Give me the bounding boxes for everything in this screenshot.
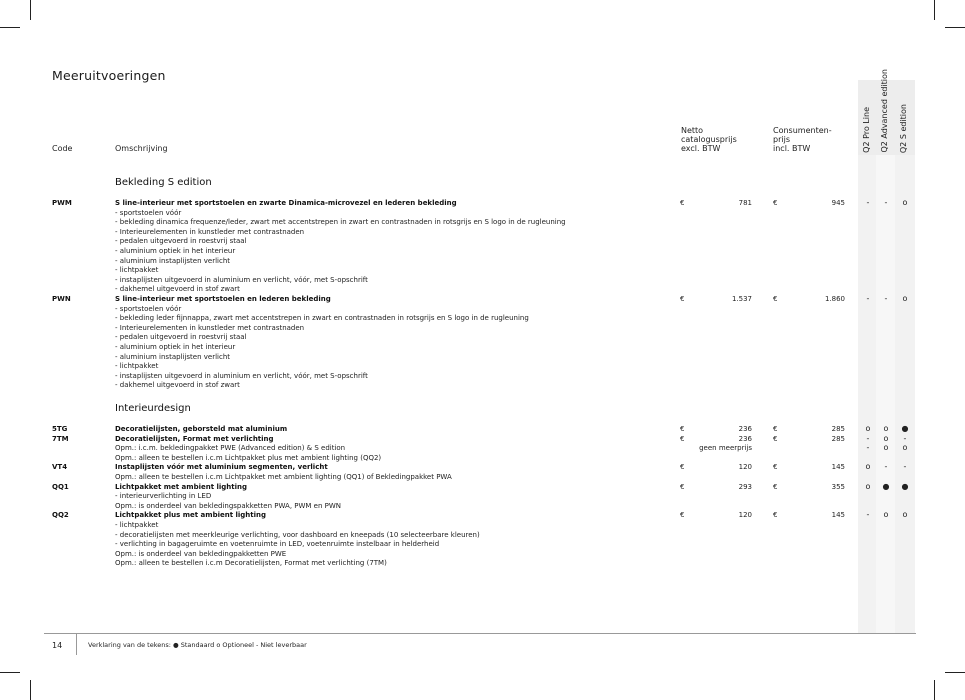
currency-symbol: € [773, 463, 778, 472]
option-code: 5TG [52, 425, 68, 433]
net-price: 236 [738, 434, 752, 443]
availability-mark: - [866, 294, 870, 303]
availability-mark: - [903, 433, 907, 443]
consumer-price: 285 [831, 434, 845, 443]
availability-mark: o [883, 424, 889, 433]
availability-mark: o [902, 510, 908, 520]
option-detail: - lichtpakket [115, 362, 159, 371]
net-price: 120 [738, 511, 752, 520]
option-detail: Opm.: alleen te bestellen i.c.m Decoratielijsten, Format met verlichting (7TM) [115, 559, 387, 568]
currency-symbol: € [680, 199, 685, 207]
page-number: 14 [52, 641, 63, 650]
legend: Verklaring van de tekens: ● Standaard o Optioneel - Niet leverbaar [88, 641, 307, 649]
option-detail: - aluminium instaplijsten verlicht [115, 256, 230, 265]
currency-symbol: € [773, 434, 778, 443]
currency-symbol: € [680, 463, 685, 472]
crop-mark [934, 0, 935, 20]
footer-divider [44, 633, 916, 634]
crop-mark [945, 27, 965, 28]
section-title: Bekleding S edition [115, 177, 212, 188]
currency-symbol: € [773, 199, 778, 207]
availability-mark: o [902, 294, 908, 303]
option-name: Lichtpakket met ambient lighting [115, 482, 248, 491]
option-detail: - sportstoelen vóór [115, 208, 182, 217]
option-detail: - dakhemel uitgevoerd in stof zwart [115, 381, 240, 390]
option-detail: - lichtpakket [115, 521, 159, 529]
option-detail: Opm.: alleen te bestellen i.c.m Lichtpakket plus met ambient lighting (QQ2) [115, 453, 382, 462]
availability-mark: o [865, 462, 871, 472]
option-code: PWN [52, 295, 71, 303]
option-detail: - interieurverlichting in LED [115, 492, 212, 501]
consumer-price: 1.860 [824, 295, 845, 303]
option-name: Lichtpakket plus met ambient lighting [115, 511, 267, 520]
consumer-price: 285 [831, 425, 845, 433]
option-detail: - lichtpakket [115, 266, 159, 275]
availability-mark: - [866, 443, 870, 453]
consumer-price: 945 [831, 199, 845, 207]
option-detail: - Interieurelementen in kunstleder met contrastnaden [115, 227, 305, 236]
option-name: Decoratielijsten, Format met verlichting [115, 434, 274, 443]
option-detail: - aluminium optiek in het interieur [115, 247, 236, 255]
availability-mark: ● [901, 481, 909, 491]
availability-mark: - [884, 462, 888, 472]
option-code: VT4 [52, 463, 68, 472]
currency-symbol: € [773, 425, 778, 433]
option-code: 7TM [52, 434, 69, 443]
consumer-price: 145 [831, 463, 845, 472]
variant-column-body [876, 155, 896, 633]
currency-symbol: € [680, 434, 685, 443]
crop-mark [30, 680, 31, 700]
option-detail: - aluminium instaplijsten verlicht [115, 352, 230, 361]
option-name: S line-interieur met sportstoelen en lederen bekleding [115, 295, 331, 303]
availability-mark: - [884, 198, 888, 207]
consumer-price: 355 [831, 482, 845, 491]
option-detail: Opm.: is onderdeel van bekledingspakketten PWA, PWM en PWN [115, 501, 342, 510]
currency-symbol: € [680, 482, 685, 491]
net-price: 1.537 [731, 295, 752, 303]
crop-mark [934, 680, 935, 700]
currency-symbol: € [773, 295, 778, 303]
variant-label: Q2 S edition [899, 103, 908, 153]
variant-label: Q2 Advanced edition [880, 69, 889, 153]
option-detail: - sportstoelen vóór [115, 304, 182, 313]
variant-column [876, 69, 896, 155]
option-detail: - instaplijsten uitgevoerd in aluminium en verlicht, vóór, met S-opschrift [115, 371, 368, 380]
option-detail: Opm.: is onderdeel van bekledingpakketten PWE [115, 549, 287, 558]
availability-mark: - [903, 462, 907, 472]
availability-mark: o [883, 433, 889, 443]
variant-column [895, 80, 915, 155]
availability-mark: - [884, 294, 888, 303]
column-header-code: Code [52, 144, 73, 153]
availability-mark: o [883, 510, 889, 520]
column-header-net-price: Netto catalogusprijs excl. BTW [681, 126, 737, 153]
option-detail: - decoratielijsten met meerkleurige verlichting, voor dashboard en kneepads (10 selecteerbare kleuren) [115, 530, 480, 539]
option-code: PWM [52, 199, 72, 207]
crop-mark [0, 672, 20, 673]
availability-mark: - [866, 198, 870, 207]
option-detail: Opm.: i.c.m. bekledingpakket PWE (Advanced edition) & S edition [115, 444, 346, 453]
currency-symbol: € [680, 425, 685, 433]
currency-symbol: € [680, 295, 685, 303]
option-detail: - Interieurelementen in kunstleder met contrastnaden [115, 323, 305, 332]
page-title: Meeruitvoeringen [52, 68, 166, 83]
option-detail: - bekleding dinamica frequenze/leder, zwart met accentstrepen in zwart en contrastnaden in rotsgrijs en S logo in de rugleuning [115, 218, 566, 227]
option-detail: - verlichting in bagageruimte en voetenruimte in LED, voetenruimte instelbaar in helderheid [115, 540, 440, 549]
crop-mark [0, 27, 20, 28]
availability-mark: ● [882, 481, 890, 491]
option-detail: - bekleding leder fijnnappa, zwart met accentstrepen in zwart en contrastnaden in rotsgrijs en S logo in de rugleuning [115, 314, 529, 323]
availability-mark: o [883, 443, 889, 453]
column-header-consumer-price: Consumenten- prijs incl. BTW [773, 126, 832, 153]
option-detail: - dakhemel uitgevoerd in stof zwart [115, 285, 240, 294]
option-code: QQ2 [52, 511, 69, 520]
option-detail: - pedalen uitgevoerd in roestvrij staal [115, 333, 247, 342]
crop-mark [945, 672, 965, 673]
crop-mark [30, 0, 31, 20]
availability-mark: ● [901, 424, 909, 433]
option-detail: - aluminium optiek in het interieur [115, 343, 236, 351]
variant-label: Q2 Pro Line [862, 107, 871, 153]
availability-mark: o [865, 424, 871, 433]
net-price: 236 [738, 425, 752, 433]
option-name: Instaplijsten vóór met aluminium segmenten, verlicht [115, 463, 328, 472]
net-price: 120 [738, 463, 752, 472]
net-price: 293 [738, 482, 752, 491]
option-name: Decoratielijsten, geborsteld mat aluminium [115, 425, 288, 433]
currency-symbol: € [773, 511, 778, 520]
net-price: 781 [738, 199, 752, 207]
availability-mark: - [866, 510, 870, 520]
option-detail: Opm.: alleen te bestellen i.c.m Lichtpakket met ambient lighting (QQ1) of Bekledingpakket PWA [115, 473, 452, 481]
section-title: Interieurdesign [115, 403, 191, 414]
column-header-description: Omschrijving [115, 144, 168, 153]
variant-column [858, 80, 878, 155]
availability-mark: o [865, 481, 871, 491]
currency-symbol: € [680, 511, 685, 520]
option-detail: - instaplijsten uitgevoerd in aluminium en verlicht, vóór, met S-opschrift [115, 275, 368, 284]
net-price: geen meerprijs [699, 444, 752, 453]
consumer-price: 145 [831, 511, 845, 520]
option-code: QQ1 [52, 482, 69, 491]
availability-mark: - [866, 433, 870, 443]
variant-column-body [858, 155, 878, 633]
variant-column-body [895, 155, 915, 633]
availability-mark: o [902, 443, 908, 453]
option-detail: - pedalen uitgevoerd in roestvrij staal [115, 237, 247, 246]
currency-symbol: € [773, 482, 778, 491]
availability-mark: o [902, 198, 908, 207]
footer-divider-vertical [76, 633, 77, 655]
option-name: S line-interieur met sportstoelen en zwarte Dinamica-microvezel en lederen bekleding [115, 199, 457, 207]
